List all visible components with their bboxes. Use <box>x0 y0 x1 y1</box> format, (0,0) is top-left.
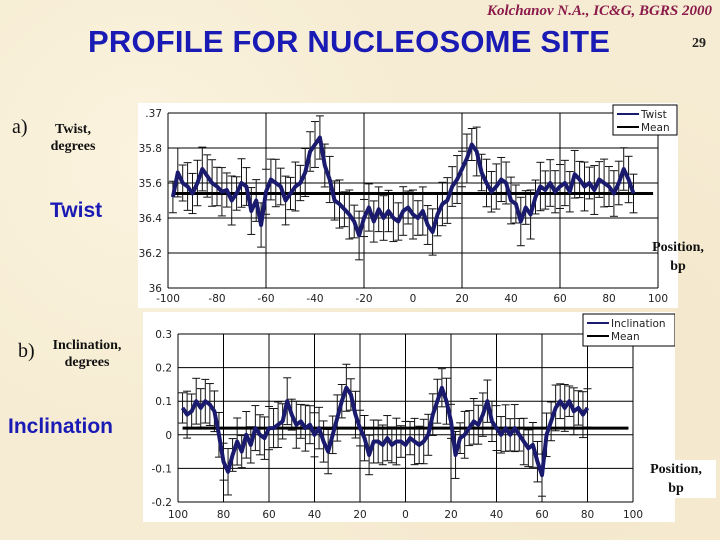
x-tick-label: 100 <box>167 509 189 521</box>
x-tick-label: -60 <box>257 293 275 305</box>
y-tick-label: 35.8 <box>138 143 162 155</box>
legend-label: Mean <box>641 122 670 134</box>
panel-b-letter: b) <box>18 340 35 362</box>
twist-x-axis-label-line2: bp <box>670 259 686 274</box>
legend-label: Mean <box>611 331 640 343</box>
x-tick-label: -80 <box>208 293 226 305</box>
inclination-axis-label-line1: Inclination, <box>52 338 122 353</box>
twist-heading: Twist <box>50 199 103 222</box>
x-tick-label: 80 <box>602 293 616 305</box>
x-tick-label: 60 <box>553 293 567 305</box>
y-tick-label: .37 <box>145 108 162 120</box>
inclination-x-axis-label-line1: Position, <box>650 462 702 477</box>
x-tick-label: -20 <box>355 293 373 305</box>
x-tick-label: -100 <box>156 293 180 305</box>
inclination-axis-label <box>42 337 132 371</box>
x-tick-label: -40 <box>306 293 324 305</box>
x-tick-label: 0 <box>409 293 417 305</box>
x-tick-label: 0 <box>402 509 409 521</box>
y-tick-label: 36 <box>148 283 162 295</box>
y-tick-label: 0.2 <box>155 362 172 375</box>
inclination-axis-label-line2: degrees <box>64 355 110 370</box>
legend-label: Twist <box>641 109 667 121</box>
y-tick-label: 0 <box>165 429 172 442</box>
y-tick-label: -0.1 <box>151 463 172 476</box>
x-tick-label: 40 <box>489 509 504 521</box>
x-tick-label: 80 <box>580 509 595 521</box>
x-tick-label: 60 <box>535 509 549 521</box>
panel-a-letter: a) <box>12 116 28 138</box>
twist-axis-label-line2: degrees <box>50 139 96 154</box>
x-tick-label: 100 <box>647 293 669 305</box>
y-tick-label: -0.2 <box>151 497 172 509</box>
x-tick-label: 20 <box>444 509 458 521</box>
y-tick-label: 36.4 <box>138 213 162 225</box>
x-tick-label: 40 <box>307 509 322 521</box>
x-tick-label: 20 <box>353 509 367 521</box>
page-title: PROFILE FOR NUCLEOSOME SITE <box>88 24 611 59</box>
inclination-x-axis-label-line2: bp <box>668 481 684 496</box>
x-tick-label: 40 <box>504 293 518 305</box>
y-tick-label: 36.2 <box>138 248 162 260</box>
author-credit: Kolchanov N.A., IC&G, BGRS 2000 <box>486 3 712 19</box>
x-tick-label: 100 <box>622 509 644 521</box>
twist-axis-label <box>42 121 104 155</box>
page-number: 29 <box>692 36 706 51</box>
inclination-chart <box>143 312 675 522</box>
twist-axis-label-line1: Twist, <box>55 122 91 137</box>
x-tick-label: 80 <box>216 509 231 521</box>
legend-label: Inclination <box>611 318 666 330</box>
inclination-x-axis-label <box>636 460 716 498</box>
x-tick-label: 20 <box>455 293 469 305</box>
x-tick-label: 60 <box>262 509 276 521</box>
twist-chart <box>138 103 678 308</box>
twist-chart-plot <box>138 103 678 308</box>
y-tick-label: 35.6 <box>138 178 162 190</box>
twist-x-axis-label-line1: Position, <box>652 240 704 255</box>
y-tick-label: 0.3 <box>155 329 172 341</box>
inclination-chart-plot <box>143 312 675 522</box>
inclination-heading: Inclination <box>8 415 113 438</box>
twist-x-axis-label <box>638 238 718 276</box>
y-tick-label: 0.1 <box>155 396 172 409</box>
